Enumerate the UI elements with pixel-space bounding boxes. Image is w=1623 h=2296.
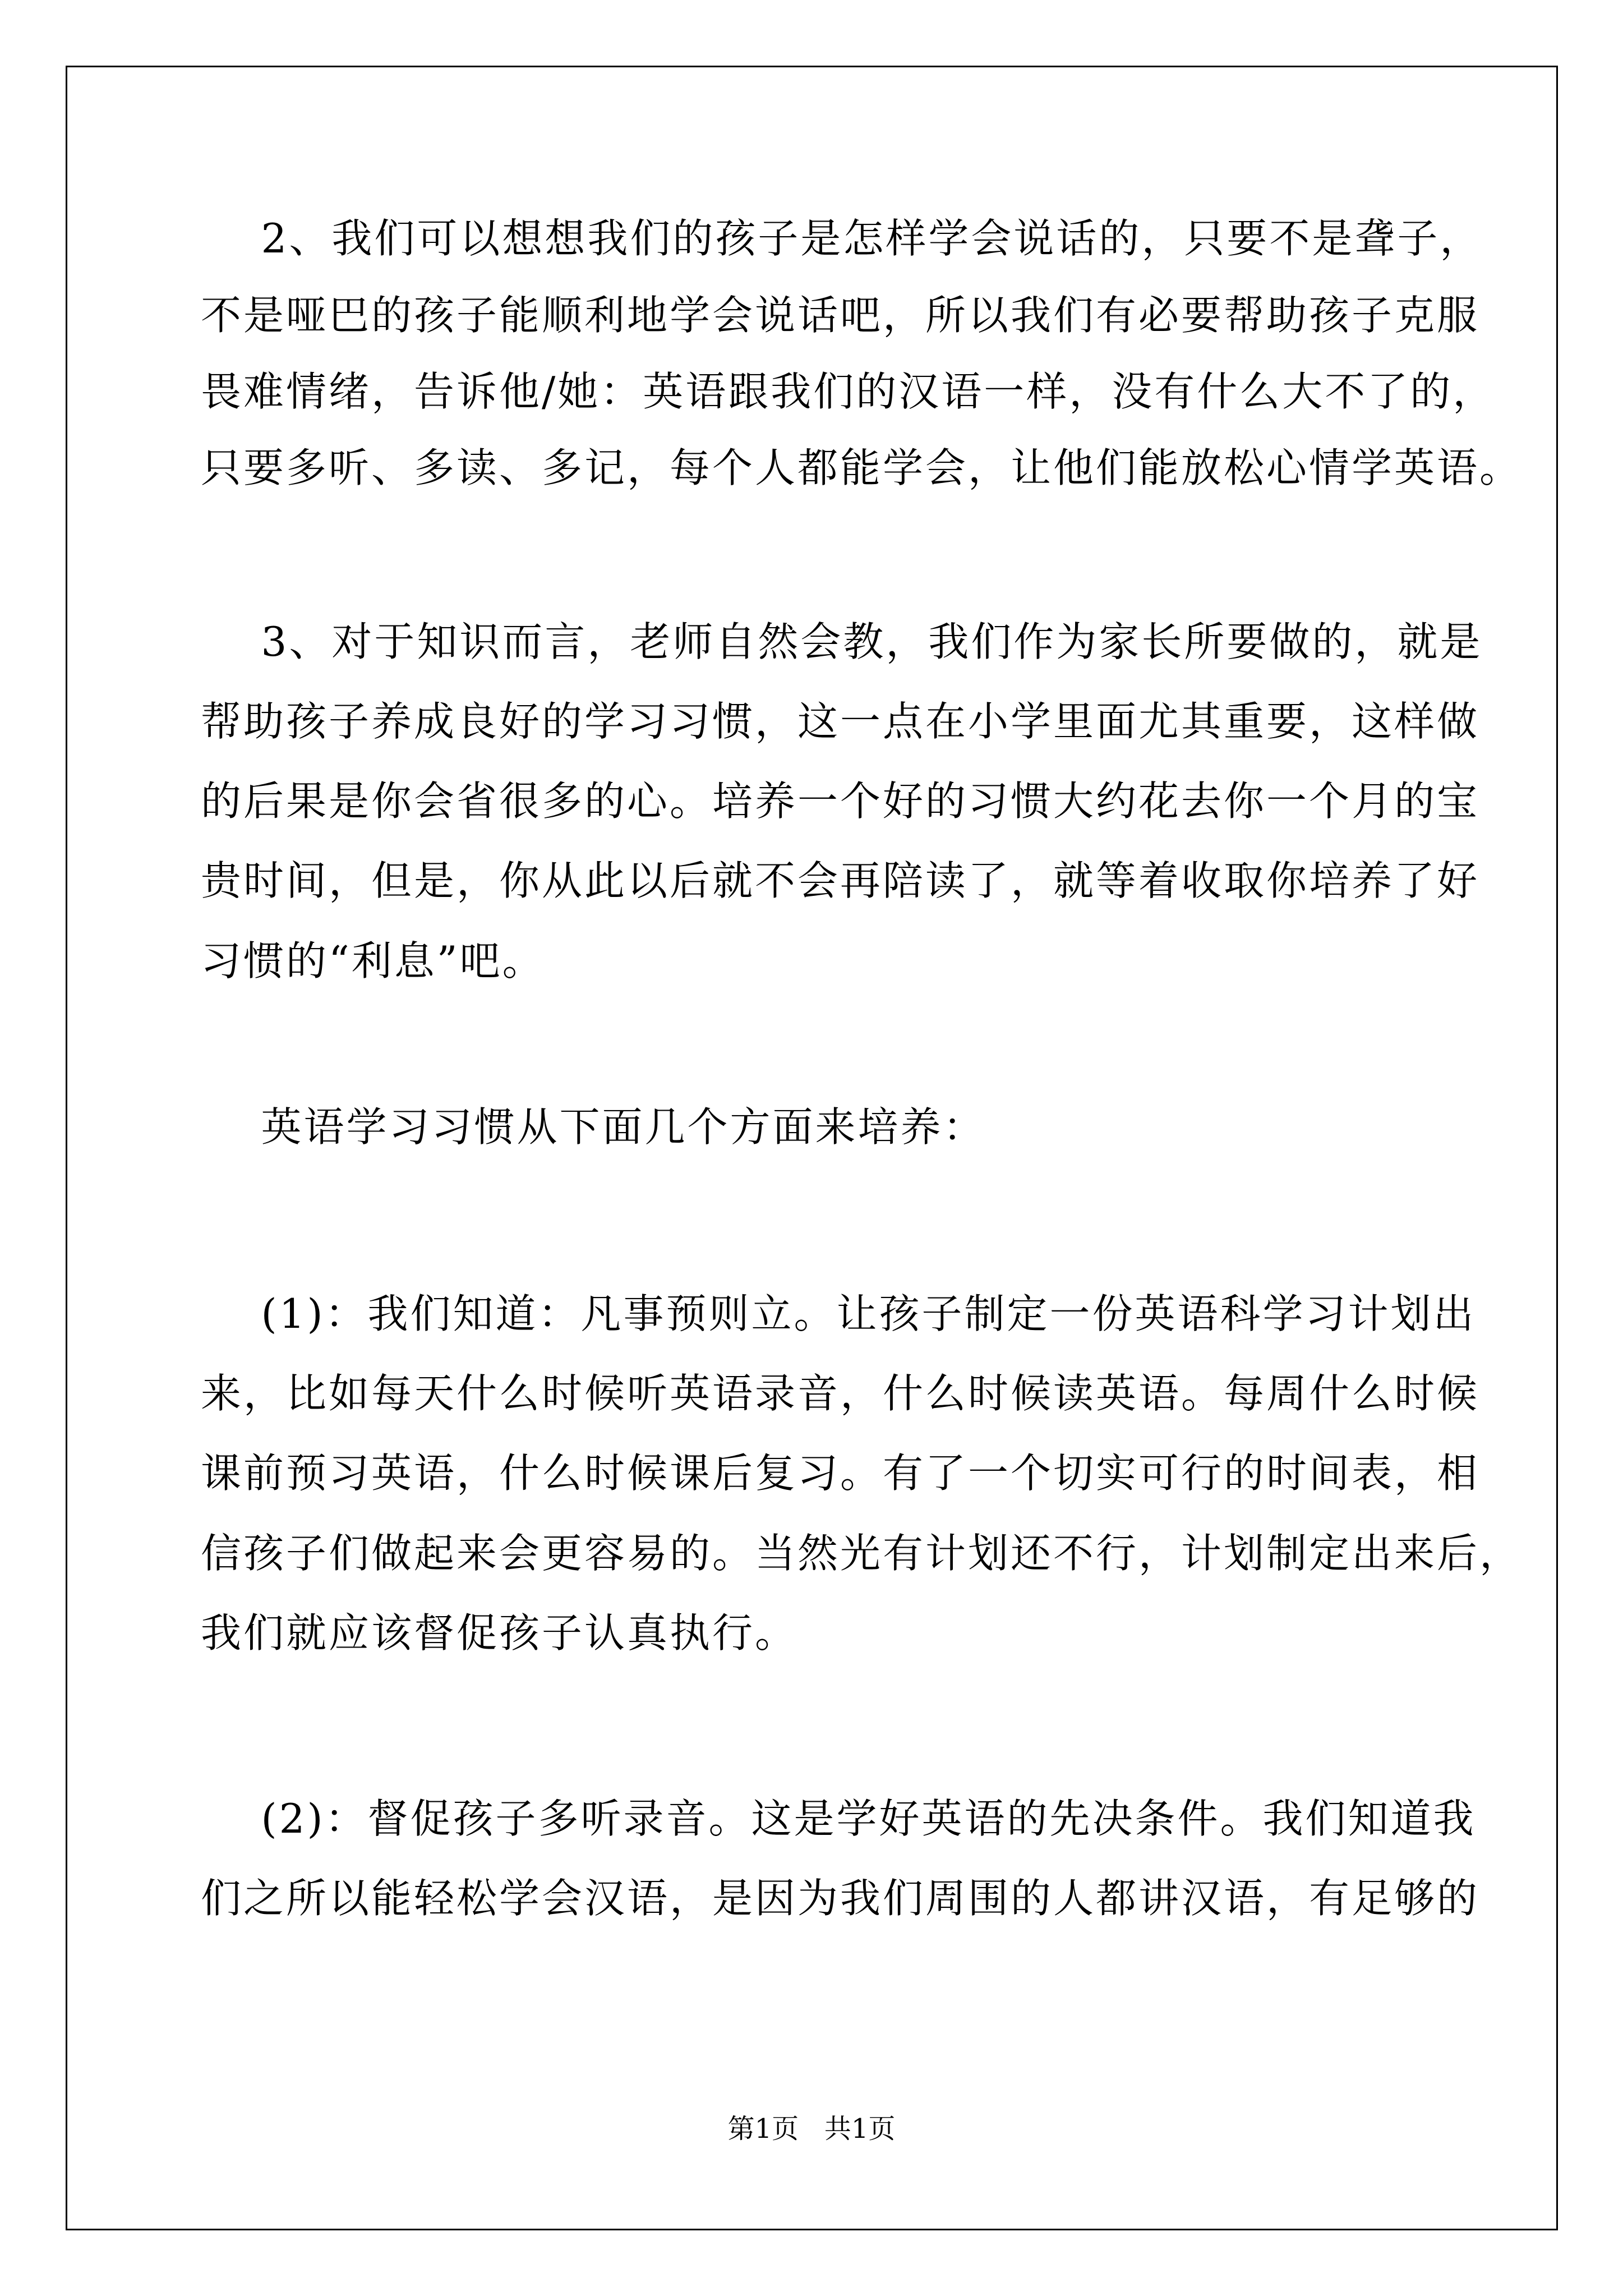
text-line: 我们就应该督促孩子认真执行。 [201, 1609, 798, 1657]
text-line: 课前预习英语，什么时候课后复习。有了一个切实可行的时间表，相 [201, 1450, 1480, 1497]
text-line: 英语学习习惯从下面几个方面来培养： [201, 1103, 986, 1151]
text-line: 贵时间，但是，你从此以后就不会再陪读了，就等着收取你培养了好 [201, 857, 1480, 904]
text-line: 习惯的“利息”吧。 [201, 937, 545, 984]
text-line: 的后果是你会省很多的心。培养一个好的习惯大约花去你一个月的宝 [201, 777, 1480, 825]
text-line: 们之所以能轻松学会汉语，是因为我们周围的人都讲汉语，有足够的 [201, 1875, 1480, 1922]
text-line: (2)：督促孩子多听录音。这是学好英语的先决条件。我们知道我 [201, 1795, 1476, 1842]
text-line: 信孩子们做起来会更容易的。当然光有计划还不行，计划制定出来后， [201, 1530, 1523, 1577]
text-line: 2、我们可以想想我们的孩子是怎样学会说话的，只要不是聋子， [201, 215, 1483, 262]
text-line: 3、对于知识而言，老师自然会教，我们作为家长所要做的，就是 [201, 618, 1483, 665]
text-line: 畏难情绪，告诉他/她：英语跟我们的汉语一样，没有什么大不了的， [201, 368, 1496, 415]
page-footer: 第1页 共1页 [727, 2113, 896, 2145]
text-line: 帮助孩子养成良好的学习习惯，这一点在小学里面尤其重要，这样做 [201, 698, 1480, 745]
text-line: 不是哑巴的孩子能顺利地学会说话吧，所以我们有必要帮助孩子克服 [201, 292, 1480, 339]
text-line: (1)：我们知道：凡事预则立。让孩子制定一份英语科学习计划出 [201, 1290, 1476, 1337]
text-line: 只要多听、多读、多记，每个人都能学会，让他们能放松心情学英语。 [201, 444, 1523, 491]
text-line: 来，比如每天什么时候听英语录音，什么时候读英语。每周什么时候 [201, 1370, 1480, 1417]
